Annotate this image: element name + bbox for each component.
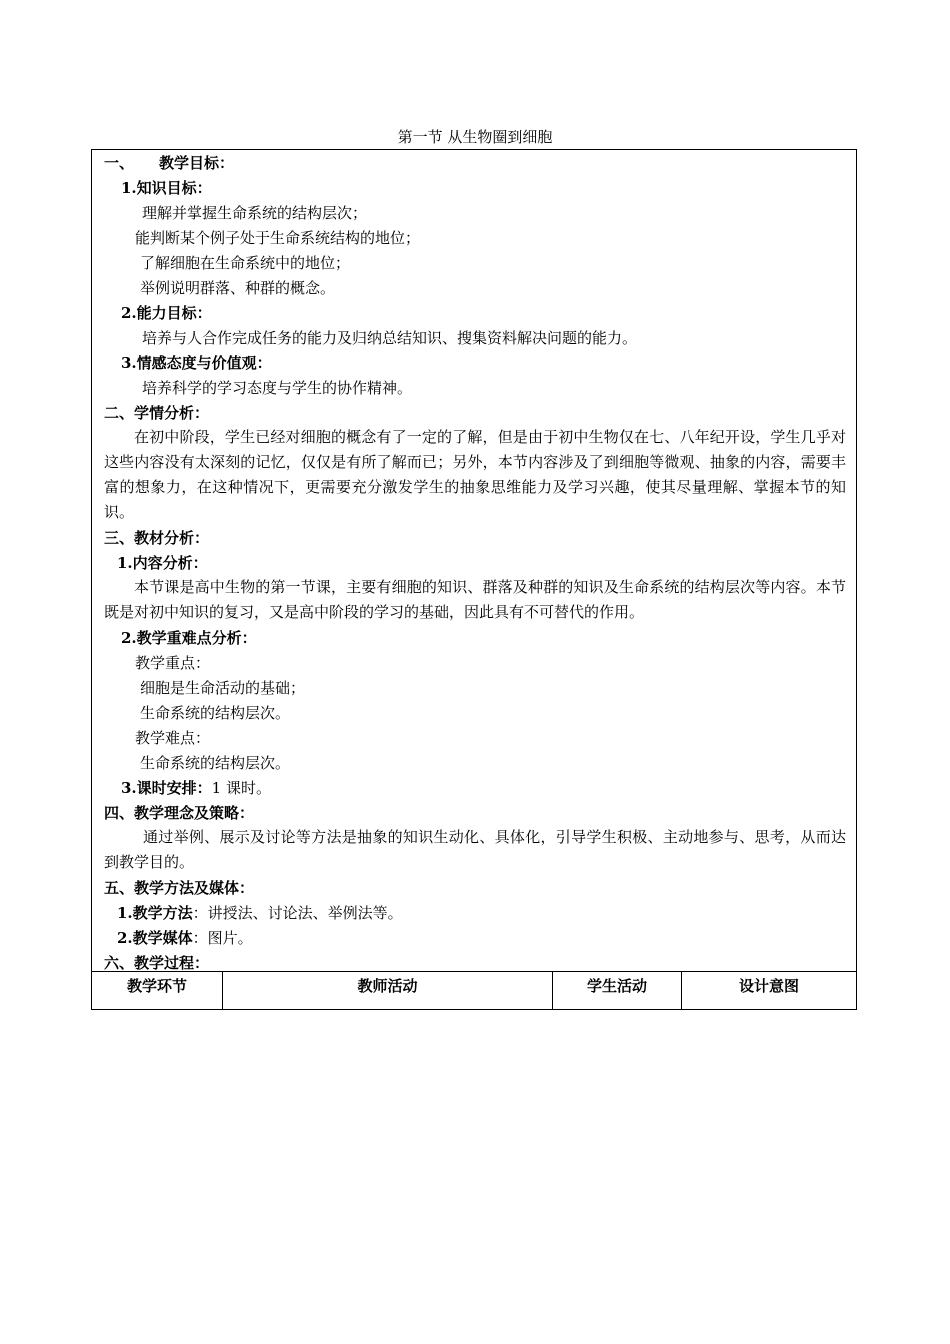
attitude-goal-heading: 3.情感态度与价值观： — [121, 354, 272, 372]
key-point-item: 细胞是生命活动的基础； — [140, 679, 306, 697]
header-cell-teacher-activity: 教师活动 — [223, 971, 553, 1009]
key-points-label: 教学重点： — [135, 654, 211, 672]
s5-heading: 五、教学方法及媒体： — [104, 879, 255, 897]
header-cell-stage: 教学环节 — [92, 971, 223, 1009]
s2-paragraph: 在初中阶段，学生已经对细胞的概念有了一定的了解，但是由于初中生物仅在七、八年纪开设，学生几乎对这些内容没有太深刻的记忆，仅仅是有所了解而已；另外，本节内容涉及了到细胞等微观、抽象的内容，需要丰富的想象力，在这种情况下，更需要充分激发学生的抽象思维能力及学习兴趣，使其尽量理解、掌握本节的知识。 — [104, 428, 846, 521]
s3-heading: 三、教材分析： — [104, 529, 210, 547]
class-hours-line — [121, 779, 271, 797]
knowledge-goal-heading: 1.知识目标： — [121, 179, 212, 197]
knowledge-goal-item: 举例说明群落、种群的概念。 — [140, 279, 336, 297]
content-analysis-heading: 1.内容分析： — [117, 554, 208, 572]
s2-heading: 二、学情分析： — [104, 404, 210, 422]
knowledge-goal-item: 理解并掌握生命系统的结构层次； — [142, 204, 368, 222]
teaching-media-label: 2.教学媒体 — [117, 929, 193, 947]
s1-heading: 教学目标： — [159, 154, 235, 172]
header-cell-student-activity: 学生活动 — [553, 971, 682, 1009]
knowledge-goal-item: 了解细胞在生命系统中的地位； — [140, 254, 351, 272]
s4-heading: 四、教学理念及策略： — [104, 804, 255, 822]
teaching-method-value: ：讲授法、讨论法、举例法等。 — [192, 904, 403, 922]
ability-goal-heading: 2.能力目标： — [121, 304, 212, 322]
ability-goal-text: 培养与人合作完成任务的能力及归纳总结知识、搜集资料解决问题的能力。 — [142, 329, 638, 347]
teaching-media-value: ：图片。 — [192, 929, 253, 947]
document-title: 第一节 从生物圈到细胞 — [397, 128, 553, 146]
s4-paragraph: 通过举例、展示及讨论等方法是抽象的知识生动化、具体化，引导学生积极、主动地参与、思考，从而达到教学目的。 — [104, 828, 846, 871]
s6-heading: 六、教学过程： — [104, 954, 210, 972]
s1-heading-number: 一、 — [104, 154, 135, 172]
teaching-method-line — [117, 904, 403, 922]
difficult-point-item: 生命系统的结构层次。 — [140, 754, 291, 772]
key-point-item: 生命系统的结构层次。 — [140, 704, 291, 722]
header-cell-design-intent: 设计意图 — [738, 977, 799, 995]
knowledge-goal-item: 能判断某个例子处于生命系统结构的地位； — [135, 229, 421, 247]
difficult-points-label: 教学难点： — [135, 729, 211, 747]
attitude-goal-text: 培养科学的学习态度与学生的协作精神。 — [142, 379, 413, 397]
content-analysis-paragraph: 本节课是高中生物的第一节课，主要有细胞的知识、群落及种群的知识及生命系统的结构层次等内容。本节既是对初中知识的复习，又是高中阶段的学习的基础，因此具有不可替代的作用。 — [104, 578, 846, 621]
process-table-header — [91, 971, 857, 1010]
teaching-media-line — [117, 929, 253, 947]
class-hours-value: 1 课时。 — [211, 779, 271, 797]
teaching-method-label: 1.教学方法 — [117, 904, 193, 922]
class-hours-label: 3.课时安排： — [121, 779, 212, 797]
key-difficulty-heading: 2.教学重难点分析： — [121, 629, 257, 647]
